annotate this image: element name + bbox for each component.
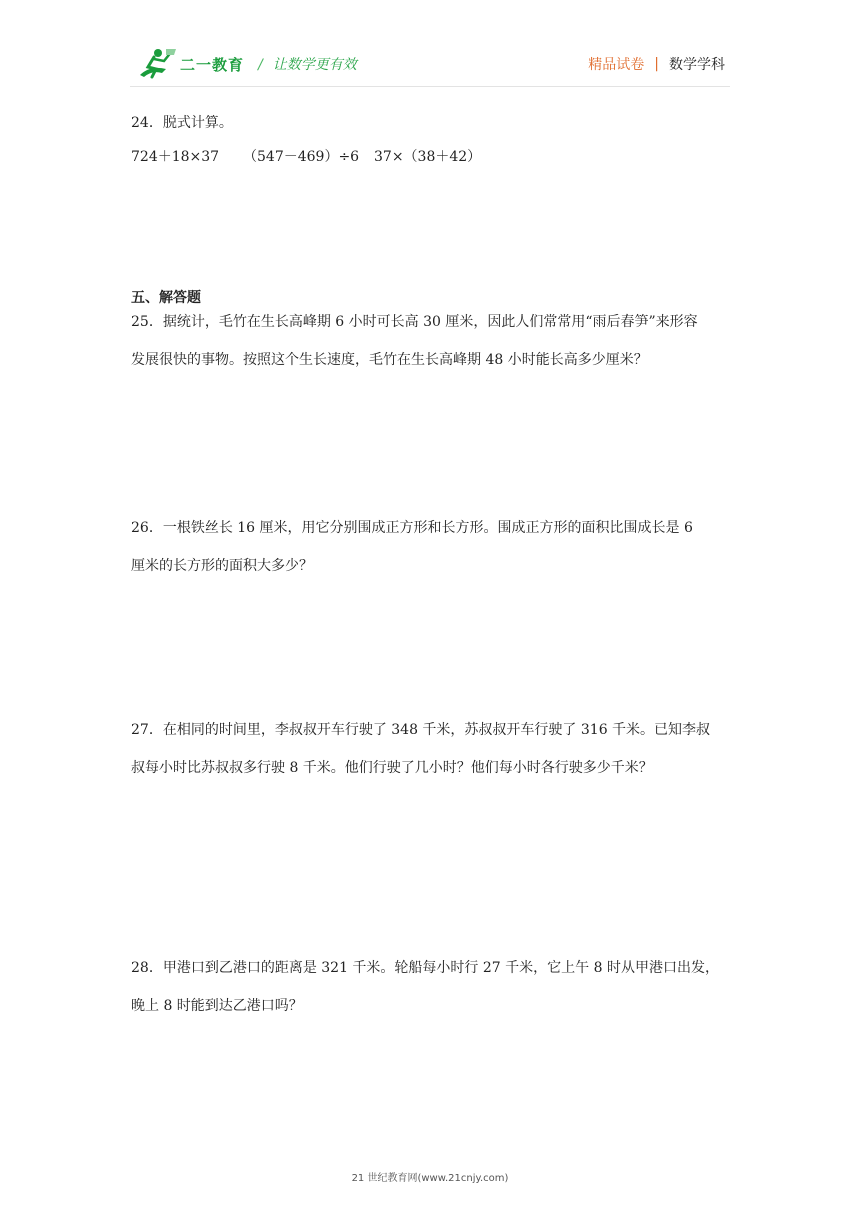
tag-separator: | [654,56,659,72]
brand-name: 二一教育 [180,55,245,74]
question-28 [131,958,731,1016]
question-24-title: 24．脱式计算。 [131,115,233,131]
tag-subject: 数学学科 [669,57,725,73]
expression-2: （547－469）÷6 [243,149,360,165]
question-25-line-2: 发展很快的事物。按照这个生长速度，毛竹在生长高峰期 48 小时能长高多少厘米？ [131,352,648,368]
header-divider [130,86,730,87]
expression-1: 724＋18×37 [131,149,220,165]
question-25-line-1: 25．据统计，毛竹在生长高峰期 6 小时可长高 30 厘米，因此人们常常用“雨后春笋”来形容 [131,314,698,330]
slogan [258,54,357,74]
tag-premium-paper: 精品试卷 [588,57,645,73]
page-footer: 21 世纪教育网(www.21cnjy.com) [351,1173,509,1184]
expression-3: 37×（38＋42） [374,149,482,165]
header-tags [588,54,725,74]
question-28-line-2: 晚上 8 时能到达乙港口吗？ [131,998,303,1014]
page-header [0,0,860,90]
question-27-line-2: 叔每小时比苏叔叔多行驶 8 千米。他们行驶了几小时？他们每小时各行驶多少千米？ [131,760,653,776]
question-26-line-2: 厘米的长方形的面积大多少？ [131,558,313,574]
brand-logo [136,47,244,81]
question-28-line-1: 28．甲港口到乙港口的距离是 321 千米。轮船每小时行 27 千米，它上午 8 时从甲港口出发， [131,960,719,976]
slogan-separator: / [258,57,263,73]
question-25 [131,312,731,370]
question-27-line-1: 27．在相同的时间里，李叔叔开车行驶了 348 千米，苏叔叔开车行驶了 316 千米。已知李叔 [131,722,711,738]
runner-logo-icon [136,47,178,81]
question-26-line-1: 26．一根铁丝长 16 厘米，用它分别围成正方形和长方形。围成正方形的面积比围成长是 6 [131,520,693,536]
question-26 [131,518,731,576]
slogan-text: 让数学更有效 [272,57,357,73]
question-27 [131,720,731,778]
section-title: 五、解答题 [131,290,201,306]
